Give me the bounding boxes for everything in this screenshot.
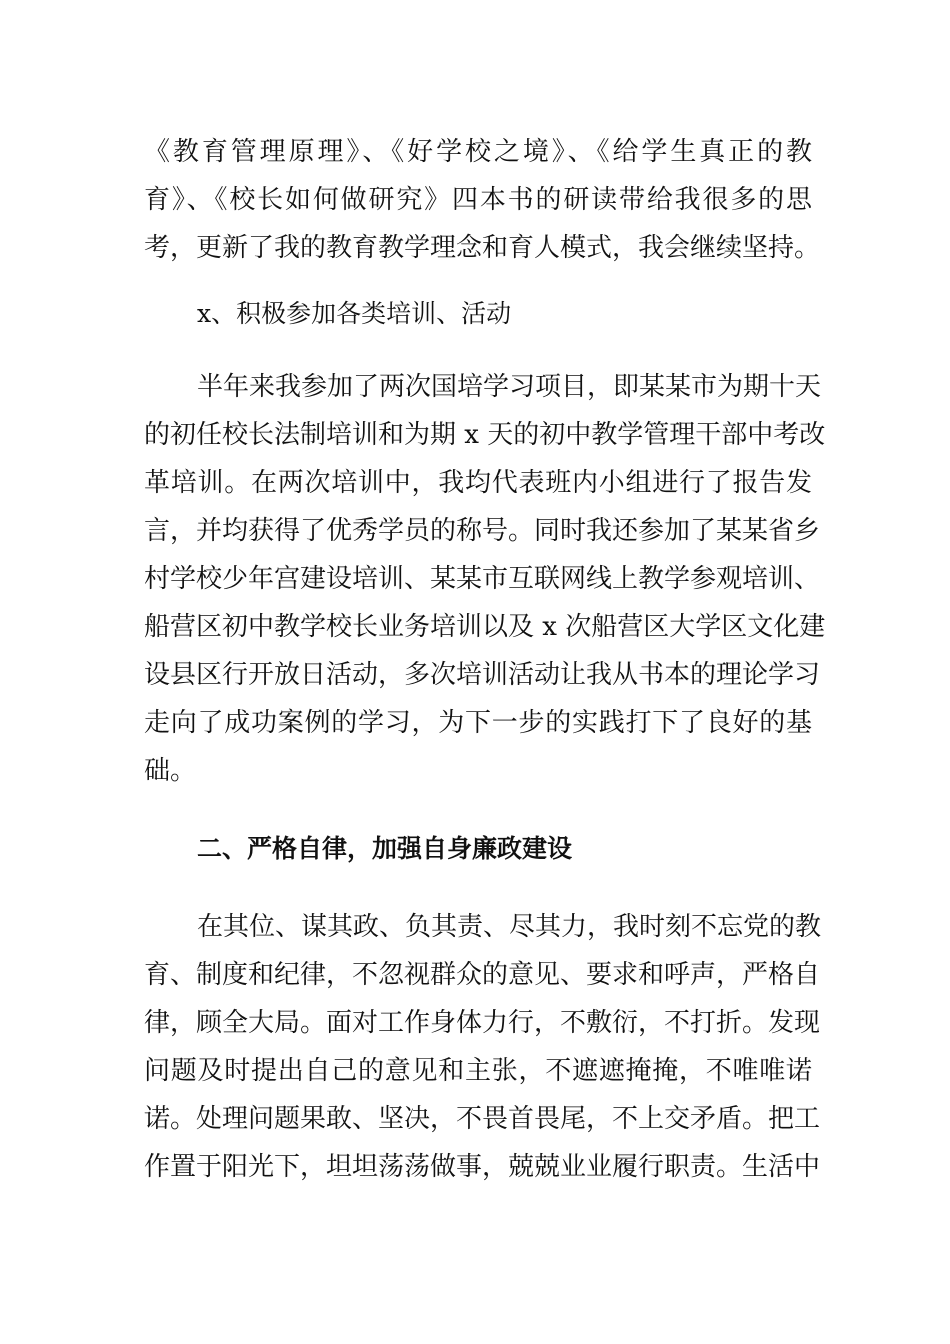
paragraph-line: 《教育管理原理》、《好学校之境》、《给学生真正的教: [144, 137, 812, 167]
paragraph-line: 船营区初中教学校长业务培训以及 x 次船营区大学区文化建: [144, 612, 826, 642]
paragraph-line: 律，顾全大局。面对工作身体力行，不敷衍，不打折。发现: [144, 1008, 821, 1038]
intro-paragraph: [144, 128, 821, 272]
paragraph-line: 础。: [144, 756, 197, 786]
paragraph-line: 在其位、谋其政、负其责、尽其力，我时刻不忘党的教: [197, 912, 822, 942]
paragraph-line: 作置于阳光下，坦坦荡荡做事，兢兢业业履行职责。生活中: [144, 1152, 821, 1182]
section-heading: 二、严格自律，加强自身廉政建设: [197, 834, 573, 863]
paragraph-line: 育、制度和纪律，不忽视群众的意见、要求和呼声，严格自: [144, 960, 821, 990]
subheading: x、积极参加各类培训、活动: [197, 299, 512, 328]
paragraph-line: 言，并均获得了优秀学员的称号。同时我还参加了某某省乡: [144, 516, 821, 546]
discipline-paragraph: [144, 903, 822, 1191]
paragraph-line: 育》、《校长如何做研究》四本书的研读带给我很多的思: [144, 185, 812, 215]
paragraph-line: 考，更新了我的教育教学理念和育人模式，我会继续坚持。: [144, 233, 821, 263]
paragraph-line: 问题及时提出自己的意见和主张，不遮遮掩掩，不唯唯诺: [144, 1056, 812, 1086]
paragraph-line: 诺。处理问题果敢、坚决，不畏首畏尾，不上交矛盾。把工: [144, 1104, 821, 1134]
training-paragraph: [144, 363, 826, 795]
paragraph-line: 的初任校长法制培训和为期 x 天的初中教学管理干部中考改: [144, 420, 826, 450]
paragraph-line: 革培训。在两次培训中，我均代表班内小组进行了报告发: [144, 468, 812, 498]
document-body: [144, 128, 826, 1191]
paragraph-line: 半年来我参加了两次国培学习项目，即某某市为期十天: [197, 372, 822, 402]
paragraph-line: 走向了成功案例的学习，为下一步的实践打下了良好的基: [144, 708, 812, 738]
paragraph-line: 设县区行开放日活动，多次培训活动让我从书本的理论学习: [144, 660, 821, 690]
paragraph-line: 村学校少年宫建设培训、某某市互联网线上教学参观培训、: [144, 564, 821, 594]
